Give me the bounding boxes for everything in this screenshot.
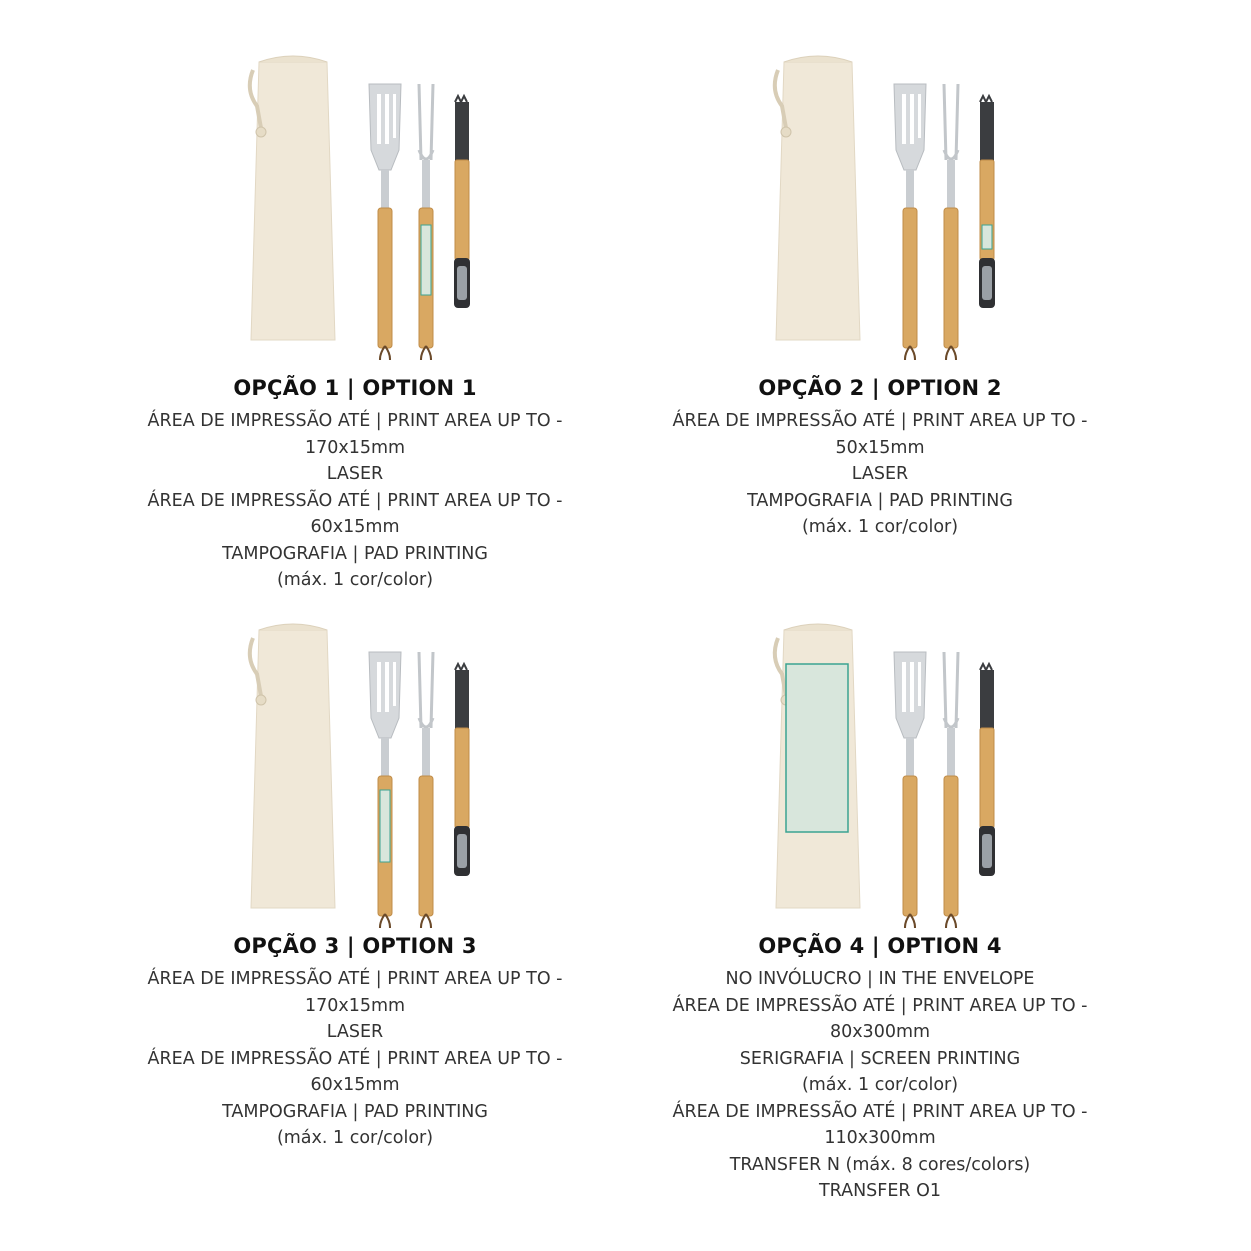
spec-line: SERIGRAFIA | SCREEN PRINTING (739, 1048, 1021, 1069)
print-area-marker (421, 225, 431, 295)
spec-line: 60x15mm (310, 517, 400, 537)
bbq-set-image (766, 608, 1026, 928)
spec-line: TAMPOGRAFIA | PAD PRINTING (222, 1101, 488, 1122)
spec-line: LASER (851, 464, 909, 484)
spec-line: LASER (326, 1022, 384, 1042)
spec-line: LASER (326, 464, 384, 484)
bbq-set-image (766, 40, 1026, 360)
spec-line: NO INVÓLUCRO | IN THE ENVELOPE (725, 969, 1035, 989)
spec-line: TAMPOGRAFIA | PAD PRINTING (747, 490, 1013, 511)
spec-line: ÁREA DE IMPRESSÃO ATÉ | PRINT AREA UP TO - (672, 411, 1088, 431)
option-title: OPÇÃO 3 | OPTION 3 (233, 934, 477, 958)
spec-line: TRANSFER O1 (818, 1181, 942, 1201)
bbq-set-illustration (241, 608, 501, 928)
spec-line: TAMPOGRAFIA | PAD PRINTING (222, 543, 488, 564)
spec-line: 110x300mm (824, 1128, 936, 1148)
spec-line: 170x15mm (304, 437, 406, 458)
option-caption (75, 376, 635, 594)
bbq-set-image (241, 40, 501, 360)
spec-line: ÁREA DE IMPRESSÃO ATÉ | PRINT AREA UP TO - (147, 1048, 563, 1069)
spec-line: ÁREA DE IMPRESSÃO ATÉ | PRINT AREA UP TO - (147, 969, 563, 989)
spec-line: 50x15mm (835, 437, 925, 458)
option-title: OPÇÃO 4 | OPTION 4 (758, 934, 1002, 958)
bbq-set-illustration (766, 608, 1026, 928)
option-title: OPÇÃO 1 | OPTION 1 (233, 376, 477, 400)
spec-line: ÁREA DE IMPRESSÃO ATÉ | PRINT AREA UP TO - (147, 411, 563, 431)
spec-line: 80x300mm (829, 1022, 931, 1042)
bbq-set-image (241, 608, 501, 928)
spec-line: 60x15mm (310, 1075, 400, 1095)
spec-line: (máx. 1 cor/color) (801, 517, 959, 537)
bbq-set-illustration (241, 40, 501, 360)
option-caption (75, 934, 635, 1152)
spec-line: (máx. 1 cor/color) (801, 1075, 959, 1095)
print-area-marker (380, 790, 390, 862)
spec-line: ÁREA DE IMPRESSÃO ATÉ | PRINT AREA UP TO - (147, 490, 563, 511)
option-caption (600, 934, 1160, 1205)
option-title: OPÇÃO 2 | OPTION 2 (758, 376, 1002, 400)
spec-line: (máx. 1 cor/color) (276, 1128, 434, 1148)
spec-line: ÁREA DE IMPRESSÃO ATÉ | PRINT AREA UP TO - (672, 1101, 1088, 1122)
print-area-marker (786, 664, 848, 832)
spec-line: TRANSFER N (máx. 8 cores/colors) (729, 1154, 1031, 1175)
spec-line: (máx. 1 cor/color) (276, 570, 434, 590)
spec-line: 170x15mm (304, 995, 406, 1016)
spec-line: ÁREA DE IMPRESSÃO ATÉ | PRINT AREA UP TO - (672, 995, 1088, 1016)
option-caption (600, 376, 1160, 541)
print-area-marker (982, 225, 992, 249)
bbq-set-illustration (766, 40, 1026, 360)
